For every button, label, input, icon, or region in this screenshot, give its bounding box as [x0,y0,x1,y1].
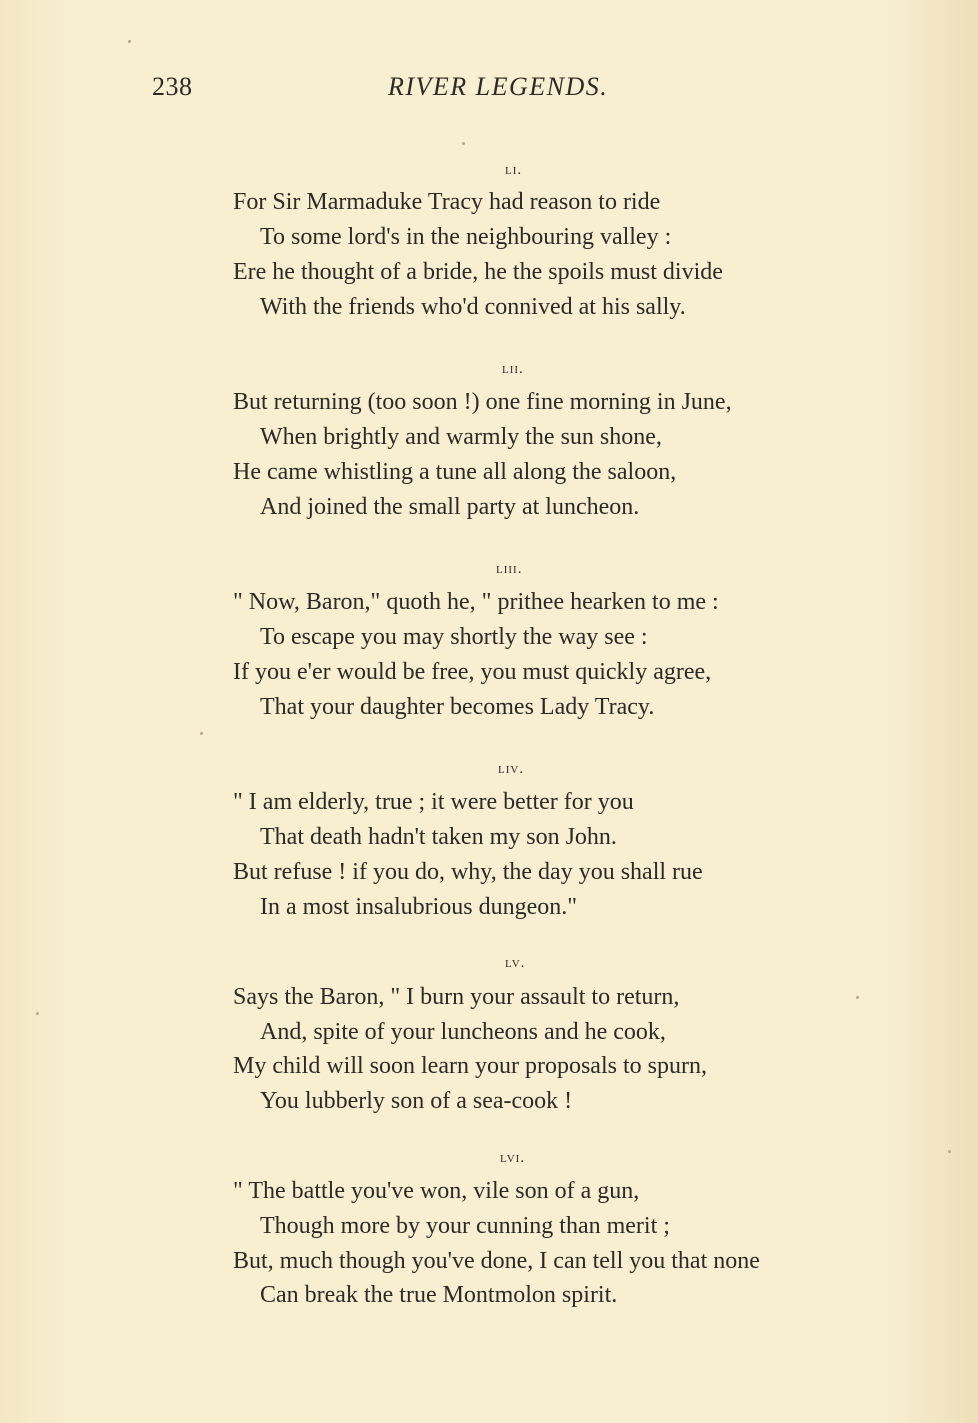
paper-speck [128,40,131,43]
verse-line: Ere he thought of a bride, he the spoils must divide [233,259,723,285]
running-head: RIVER LEGENDS. [388,72,609,101]
stanza-number: lvi. [500,1150,526,1166]
stanza-number: lv. [505,955,526,971]
verse-line: But returning (too soon !) one fine morning in June, [233,389,732,415]
verse-line: " The battle you've won, vile son of a gun, [233,1178,640,1204]
verse-line: But, much though you've done, I can tell you that none [233,1248,760,1274]
verse-line-indented: When brightly and warmly the sun shone, [260,424,662,450]
stanza-number: liii. [496,561,523,577]
verse-line: If you e'er would be free, you must quickly agree, [233,659,712,685]
paper-speck [948,1150,951,1153]
verse-line: For Sir Marmaduke Tracy had reason to ride [233,189,661,215]
verse-line-indented: That your daughter becomes Lady Tracy. [260,694,655,720]
paper-speck [200,732,203,735]
verse-line-indented: In a most insalubrious dungeon." [260,894,578,920]
verse-line: But refuse ! if you do, why, the day you shall rue [233,859,703,885]
stanza-number: liv. [498,761,525,777]
verse-line: " Now, Baron," quoth he, " prithee hearken to me : [233,589,719,615]
paper-speck [36,1012,39,1015]
page-number: 238 [152,72,193,101]
verse-line-indented: With the friends who'd connived at his sally. [260,294,686,320]
verse-line: " I am elderly, true ; it were better for you [233,789,634,815]
stanza-number: li. [505,162,523,178]
verse-line-indented: Though more by your cunning than merit ; [260,1213,670,1239]
stanza-number: lii. [502,361,524,377]
verse-line: Says the Baron, " I burn your assault to return, [233,984,680,1010]
verse-line-indented: That death hadn't taken my son John. [260,824,617,850]
verse-line: My child will soon learn your proposals to spurn, [233,1053,707,1079]
paper-speck [462,142,465,145]
verse-line-indented: Can break the true Montmolon spirit. [260,1282,618,1308]
verse-line-indented: You lubberly son of a sea-cook ! [260,1088,573,1114]
verse-line: He came whistling a tune all along the saloon, [233,459,677,485]
verse-line-indented: To escape you may shortly the way see : [260,624,648,650]
verse-line-indented: And, spite of your luncheons and he cook, [260,1019,666,1045]
paper-speck [856,996,859,999]
verse-line-indented: To some lord's in the neighbouring valley : [260,224,672,250]
verse-line-indented: And joined the small party at luncheon. [260,494,640,520]
